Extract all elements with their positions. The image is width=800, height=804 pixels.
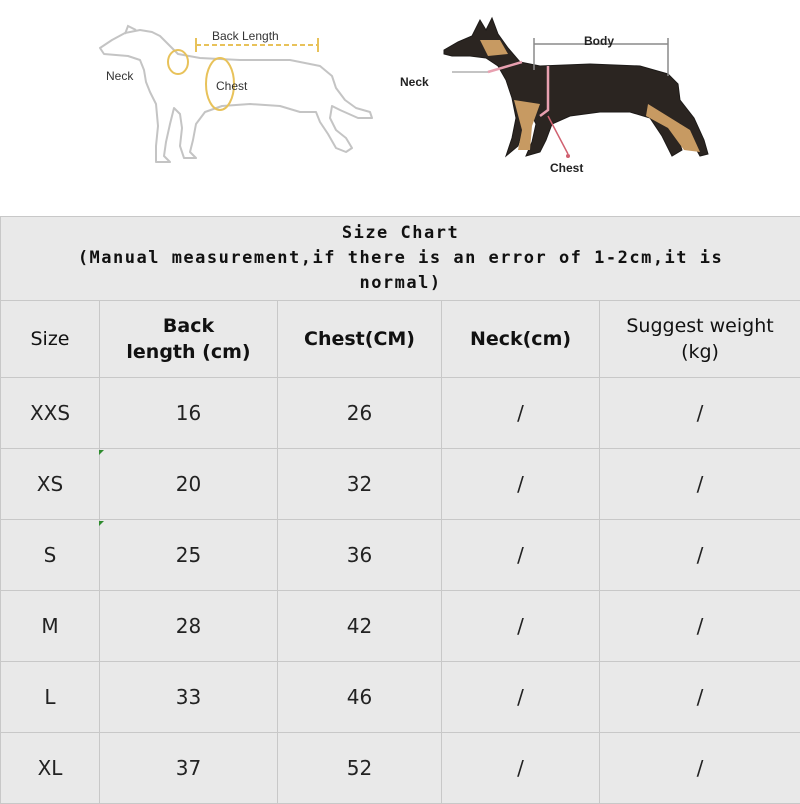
cell-neck: / bbox=[442, 733, 600, 804]
cell-weight: / bbox=[600, 520, 800, 591]
cell-back-length: 33 bbox=[100, 662, 278, 733]
header-neck: Neck(cm) bbox=[442, 301, 600, 378]
cell-chest: 32 bbox=[278, 449, 442, 520]
size-chart-title: Size Chart bbox=[1, 221, 800, 246]
cell-neck: / bbox=[442, 449, 600, 520]
table-body bbox=[1, 378, 800, 804]
table-row bbox=[1, 378, 800, 449]
header-weight bbox=[600, 301, 800, 378]
cell-size: M bbox=[1, 591, 100, 662]
cell-back-length: 20 bbox=[100, 449, 278, 520]
size-chart-subtitle-line2: normal) bbox=[1, 271, 800, 296]
cell-weight: / bbox=[600, 378, 800, 449]
header-chest: Chest(CM) bbox=[278, 301, 442, 378]
table-row bbox=[1, 449, 800, 520]
cell-size: L bbox=[1, 662, 100, 733]
cell-chest: 42 bbox=[278, 591, 442, 662]
header-back-length bbox=[100, 301, 278, 378]
size-chart-subtitle-line1: (Manual measurement,if there is an error of 1-2cm,it is bbox=[1, 246, 800, 271]
body-label: Body bbox=[584, 34, 614, 48]
neck-label-left: Neck bbox=[106, 69, 134, 83]
outline-dog-icon bbox=[100, 30, 372, 162]
header-back-length-line1: Back bbox=[100, 313, 277, 339]
cell-neck: / bbox=[442, 378, 600, 449]
header-size: Size bbox=[1, 301, 100, 378]
cell-comment-marker bbox=[99, 450, 104, 455]
table-header-row bbox=[1, 301, 800, 378]
outline-dog-diagram bbox=[100, 26, 372, 162]
measurement-illustrations bbox=[0, 0, 800, 215]
size-chart-table bbox=[0, 216, 800, 804]
cell-chest: 26 bbox=[278, 378, 442, 449]
table-row bbox=[1, 591, 800, 662]
cell-back-length: 28 bbox=[100, 591, 278, 662]
chest-label-right: Chest bbox=[550, 161, 583, 175]
header-back-length-line2: length (cm) bbox=[100, 339, 277, 365]
cell-chest: 36 bbox=[278, 520, 442, 591]
header-weight-line2: (kg) bbox=[600, 339, 800, 365]
cell-weight: / bbox=[600, 449, 800, 520]
cell-comment-marker bbox=[99, 521, 104, 526]
table-row bbox=[1, 733, 800, 804]
table-row bbox=[1, 662, 800, 733]
cell-weight: / bbox=[600, 662, 800, 733]
size-chart-title-cell bbox=[1, 217, 800, 301]
cell-size: XXS bbox=[1, 378, 100, 449]
cell-neck: / bbox=[442, 591, 600, 662]
back-length-label: Back Length bbox=[212, 29, 279, 43]
cell-neck: / bbox=[442, 520, 600, 591]
cell-chest: 52 bbox=[278, 733, 442, 804]
chest-label-left: Chest bbox=[216, 79, 248, 93]
cell-size: S bbox=[1, 520, 100, 591]
cell-back-length: 25 bbox=[100, 520, 278, 591]
cell-weight: / bbox=[600, 591, 800, 662]
cell-chest: 46 bbox=[278, 662, 442, 733]
table-row bbox=[1, 520, 800, 591]
cell-back-length: 16 bbox=[100, 378, 278, 449]
cell-size: XS bbox=[1, 449, 100, 520]
neck-label-right: Neck bbox=[400, 75, 429, 89]
shepherd-dog-diagram bbox=[400, 18, 708, 175]
cell-back-length: 37 bbox=[100, 733, 278, 804]
cell-size: XL bbox=[1, 733, 100, 804]
cell-weight: / bbox=[600, 733, 800, 804]
header-weight-line1: Suggest weight bbox=[600, 313, 800, 339]
cell-neck: / bbox=[442, 662, 600, 733]
